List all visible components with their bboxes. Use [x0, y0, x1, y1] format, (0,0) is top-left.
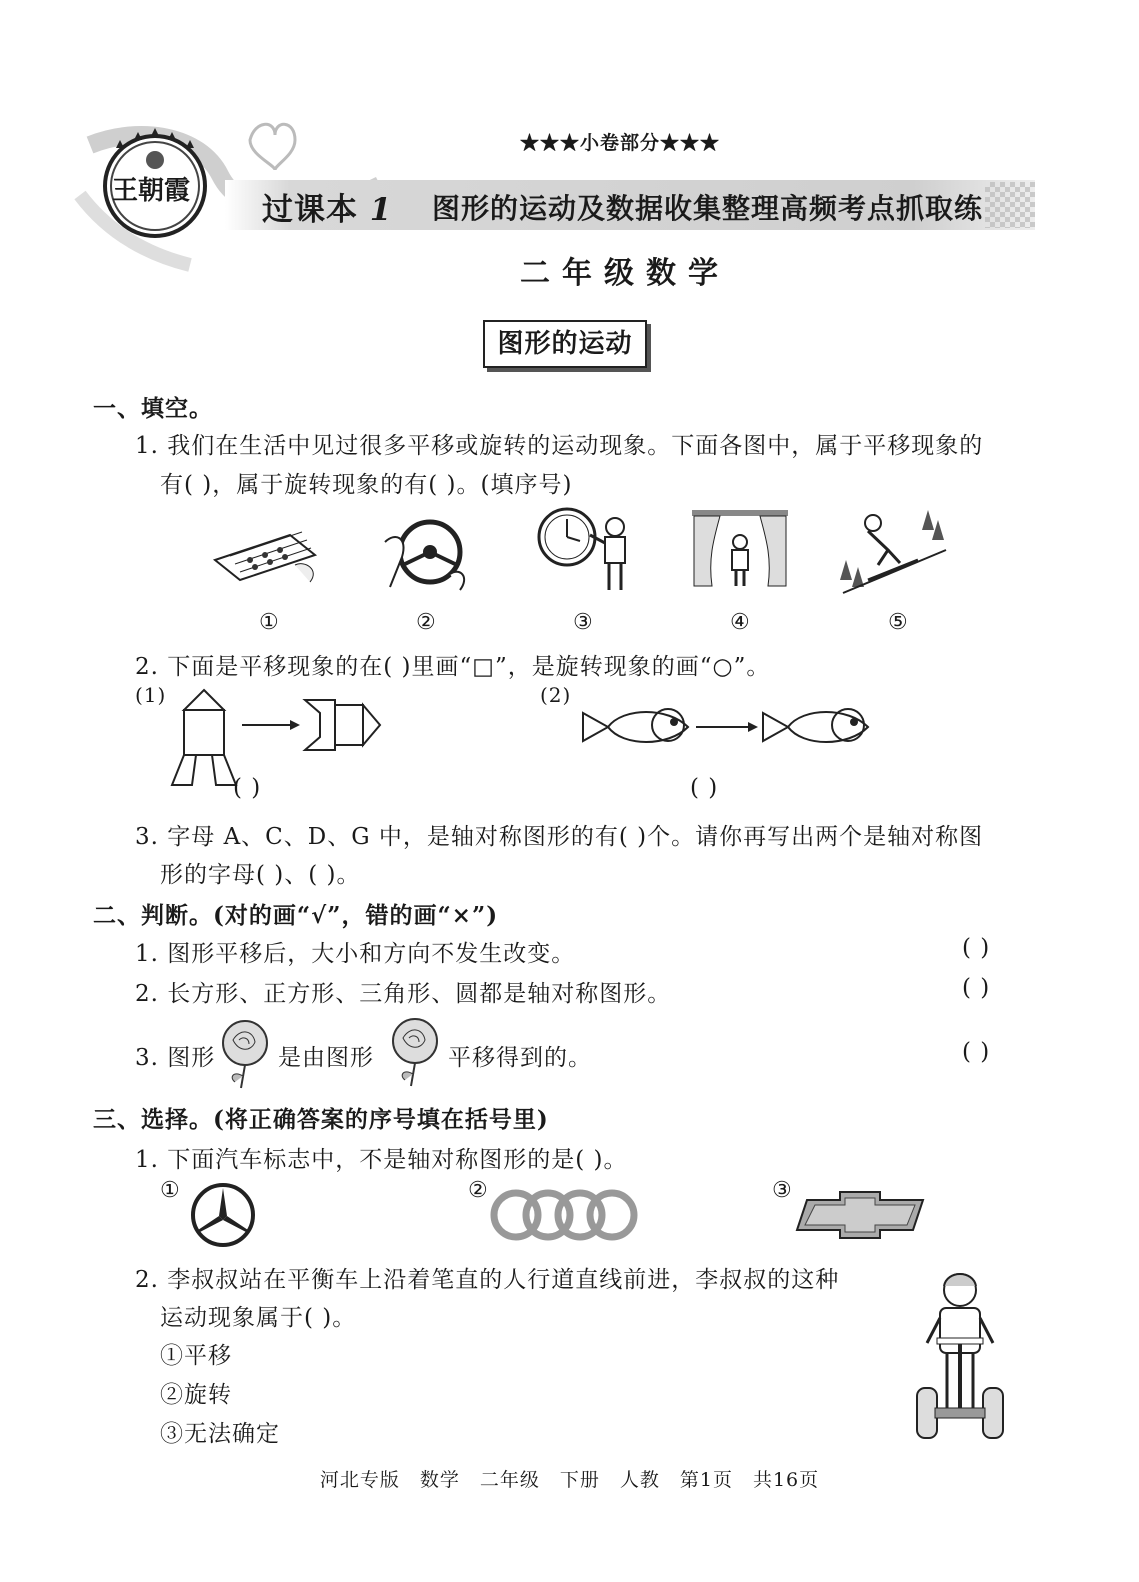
abacus-icon [210, 520, 320, 590]
mercedes-logo-icon [188, 1180, 258, 1250]
s1-q2-sub2: (2) [540, 683, 572, 707]
s3-q1-label-3: ③ [772, 1178, 792, 1203]
s3-q2-line2: 运动现象属于( )。 [160, 1305, 357, 1331]
checker-decoration [985, 182, 1035, 228]
s2-q3-part-b: 是由图形 [278, 1045, 374, 1071]
q1-label-1: ① [259, 610, 279, 635]
s2-q3-part-c: 平移得到的。 [448, 1045, 592, 1071]
s3-q1-label-1: ① [160, 1178, 180, 1203]
s2-q1: 1. 图形平移后，大小和方向不发生改变。 [135, 941, 576, 967]
q1-label-2: ② [416, 610, 436, 635]
audi-logo-icon [490, 1185, 640, 1245]
chevrolet-logo-icon [795, 1190, 925, 1240]
s3-q2-option-1: ①平移 [160, 1343, 232, 1369]
q1-label-3: ③ [573, 610, 593, 635]
skier-icon [838, 505, 948, 595]
s3-q2-option-3: ③无法确定 [160, 1421, 280, 1447]
s1-q1-line2: 有( )，属于旋转现象的有( )。(填序号) [160, 472, 573, 498]
rocket-translation-figure [170, 685, 390, 785]
clock-icon [535, 505, 635, 595]
s1-q2-sub1: (1) [135, 683, 167, 707]
header-title: 图形的运动及数据收集整理高频考点抓取练 [432, 192, 984, 225]
s2-q3-blank[interactable]: ( ) [962, 1039, 991, 1065]
rose-icon-2 [385, 1016, 445, 1086]
q1-label-4: ④ [730, 610, 750, 635]
curtain-icon [690, 508, 790, 588]
s1-q2-blank1[interactable]: ( ) [233, 775, 262, 801]
steering-wheel-icon [380, 512, 470, 592]
section3-title: 三、选择。(将正确答案的序号填在括号里) [93, 1106, 549, 1133]
s2-q2-blank[interactable]: ( ) [962, 975, 991, 1001]
s1-q1-line1: 1. 我们在生活中见过很多平移或旋转的运动现象。下面各图中，属于平移现象的 [135, 433, 984, 459]
s1-q2-line: 2. 下面是平移现象的在( )里画“□”，是旋转现象的画“○”。 [135, 654, 771, 680]
s3-q1: 1. 下面汽车标志中，不是轴对称图形的是( )。 [135, 1147, 628, 1173]
s1-q2-blank2[interactable]: ( ) [690, 775, 719, 801]
course-label [262, 184, 392, 229]
fish-translation-figure [578, 705, 878, 765]
section1-title: 一、填空。 [93, 395, 213, 422]
small-part-label: ★★★小卷部分★★★ [520, 132, 721, 154]
balance-scooter-person-icon [915, 1268, 1005, 1443]
boxed-section-title: 图形的运动 [483, 320, 647, 368]
q1-label-5: ⑤ [888, 610, 908, 635]
s3-q2-line1: 2. 李叔叔站在平衡车上沿着笔直的人行道直线前进，李叔叔的这种 [135, 1267, 840, 1293]
s3-q2-option-2: ②旋转 [160, 1382, 232, 1408]
rose-icon [215, 1018, 275, 1088]
s1-q3-line2: 形的字母( )、( )。 [160, 862, 361, 888]
s3-q1-label-2: ② [468, 1178, 488, 1203]
course-label-text: 过课本 [262, 192, 358, 228]
section2-title: 二、判断。(对的画“√”，错的画“×”) [93, 902, 499, 929]
s2-q1-blank[interactable]: ( ) [962, 935, 991, 961]
s2-q2: 2. 长方形、正方形、三角形、圆都是轴对称图形。 [135, 981, 672, 1007]
s1-q3-line1: 3. 字母 A、C、D、G 中，是轴对称图形的有( )个。请你再写出两个是轴对称图 [135, 824, 984, 850]
grade-subject: 二年级数学 [520, 256, 730, 291]
course-number: 1 [369, 192, 393, 228]
s2-q3-part-a: 3. 图形 [135, 1045, 216, 1071]
logo-text: 王朝霞 [112, 176, 191, 206]
page-footer: 河北专版 数学 二年级 下册 人教 第1页 共16页 [319, 1469, 820, 1491]
